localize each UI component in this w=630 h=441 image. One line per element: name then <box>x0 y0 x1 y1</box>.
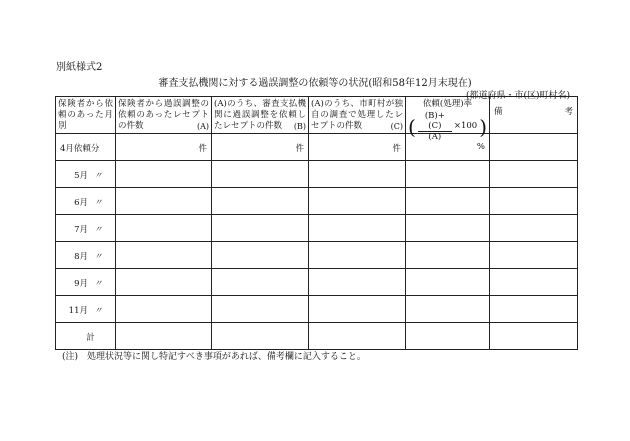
row-suffix: 〃 <box>94 279 103 289</box>
header-col-a-mark: (A) <box>196 122 209 131</box>
cell-count-b[interactable] <box>212 323 309 350</box>
header-col-b-text: (A)のうち、審査支払機関に過誤調整を依頼したレセプトの件数 <box>214 99 306 131</box>
cell-count-b[interactable] <box>212 215 309 242</box>
row-month: 6月 <box>74 198 88 208</box>
row-month-cell <box>56 188 116 215</box>
unit-count: 件 <box>198 144 207 154</box>
header-col-c-text: (A)のうち、市町村が独自の調査で処理したレセプトの件数 <box>311 99 403 131</box>
cell-rate[interactable] <box>406 323 490 350</box>
cell-remarks[interactable] <box>490 215 578 242</box>
cell-count-a[interactable] <box>116 323 212 350</box>
row-month-cell <box>56 134 116 161</box>
table-row-total <box>56 323 578 350</box>
table-row <box>56 161 578 188</box>
row-month-cell <box>56 161 116 188</box>
formula-denominator: (A) <box>428 132 442 142</box>
row-suffix: 依頼分 <box>73 144 100 154</box>
cell-remarks[interactable] <box>490 269 578 296</box>
header-remarks <box>490 97 578 134</box>
cell-rate[interactable] <box>406 161 490 188</box>
footnote: (注) 処理状況等に関し特記すべき事項があれば、備考欄に記入すること。 <box>62 352 366 362</box>
row-month-cell <box>56 215 116 242</box>
cell-remarks[interactable] <box>490 188 578 215</box>
right-bracket: ) <box>479 114 487 139</box>
header-col-c <box>309 97 406 134</box>
cell-count-b[interactable] <box>212 269 309 296</box>
row-month-cell <box>56 296 116 323</box>
cell-count-b[interactable] <box>212 161 309 188</box>
row-suffix: 〃 <box>94 306 103 316</box>
row-month: 5月 <box>74 171 88 181</box>
cell-count-a[interactable] <box>116 242 212 269</box>
row-month: 8月 <box>74 252 88 262</box>
formula-multiplier: ×100 <box>453 121 478 131</box>
header-remarks-b: 考 <box>564 107 573 117</box>
formula-numerator: (B)+(C) <box>418 111 452 132</box>
page-title: 審査支払機関に対する過誤調整の依頼等の状況(昭和58年12月末現在) <box>158 78 472 89</box>
row-suffix: 〃 <box>94 171 103 181</box>
total-label: 計 <box>86 333 95 343</box>
row-month: 11月 <box>68 306 88 316</box>
region-label: (都道府県・市(区)町村名) <box>465 91 570 101</box>
cell-count-c[interactable] <box>309 242 406 269</box>
cell-remarks[interactable] <box>490 242 578 269</box>
table-row <box>56 188 578 215</box>
header-col-b <box>212 97 309 134</box>
table-row <box>56 134 578 161</box>
cell-rate[interactable] <box>406 215 490 242</box>
table-row <box>56 269 578 296</box>
header-rate <box>406 97 490 142</box>
cell-count-a[interactable] <box>116 269 212 296</box>
cell-count-a[interactable] <box>116 134 212 161</box>
row-month: 9月 <box>74 279 88 289</box>
unit-count: 件 <box>295 144 304 154</box>
cell-count-b[interactable] <box>212 188 309 215</box>
header-col-c-mark: (C) <box>390 122 403 131</box>
cell-count-c[interactable] <box>309 134 406 161</box>
row-suffix: 〃 <box>94 252 103 262</box>
status-table <box>55 96 578 350</box>
cell-count-c[interactable] <box>309 188 406 215</box>
cell-count-b[interactable] <box>212 242 309 269</box>
cell-remarks[interactable] <box>490 323 578 350</box>
header-month <box>56 97 116 134</box>
cell-remarks[interactable] <box>490 161 578 188</box>
cell-count-c[interactable] <box>309 323 406 350</box>
cell-count-a[interactable] <box>116 215 212 242</box>
row-month-cell <box>56 323 116 350</box>
row-suffix: 〃 <box>94 225 103 235</box>
row-month-cell <box>56 269 116 296</box>
cell-count-b[interactable] <box>212 296 309 323</box>
table-row <box>56 215 578 242</box>
cell-count-c[interactable] <box>309 296 406 323</box>
row-month-cell <box>56 242 116 269</box>
cell-count-a[interactable] <box>116 161 212 188</box>
row-month: 7月 <box>74 225 88 235</box>
cell-rate[interactable] <box>406 296 490 323</box>
cell-rate[interactable] <box>406 188 490 215</box>
header-col-a-text: 保険者から過誤調整の依頼のあったレセプトの件数 <box>118 99 209 131</box>
header-col-b-mark: (B) <box>293 122 306 131</box>
cell-rate[interactable] <box>406 134 490 161</box>
header-col-a <box>116 97 212 134</box>
cell-count-c[interactable] <box>309 269 406 296</box>
table-row <box>56 242 578 269</box>
cell-count-a[interactable] <box>116 188 212 215</box>
cell-rate[interactable] <box>406 269 490 296</box>
unit-count: 件 <box>392 144 401 154</box>
cell-count-c[interactable] <box>309 161 406 188</box>
row-suffix: 〃 <box>94 198 103 208</box>
table-row <box>56 296 578 323</box>
left-bracket: ( <box>408 114 416 139</box>
cell-rate[interactable] <box>406 242 490 269</box>
row-month: 4月 <box>60 144 74 154</box>
unit-percent: % <box>476 142 485 152</box>
cell-remarks[interactable] <box>490 134 578 161</box>
form-label: 別紙様式2 <box>56 62 103 73</box>
cell-remarks[interactable] <box>490 296 578 323</box>
header-month-text: 保険者から依頼のあった月別 <box>58 99 113 131</box>
table-header-row <box>56 97 578 134</box>
header-remarks-a: 備 <box>494 107 503 117</box>
cell-count-c[interactable] <box>309 215 406 242</box>
cell-count-a[interactable] <box>116 296 212 323</box>
cell-count-b[interactable] <box>212 134 309 161</box>
header-rate-title: 依頼(処理)率 <box>422 99 473 109</box>
